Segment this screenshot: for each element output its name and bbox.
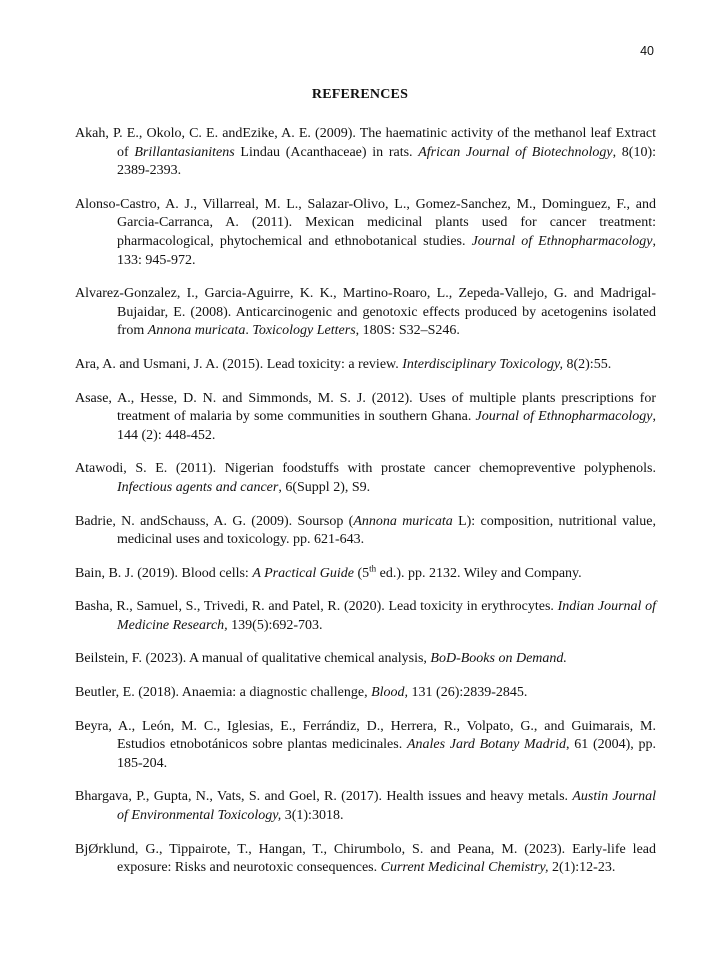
reference-bjorklund-2023: BjØrklund, G., Tippairote, T., Hangan, T., Chirumbolo, S. and Peana, M. (2023). Early-life lead exposure: Risks and neurotoxic consequences. Current Medicinal Chemistry, 2(1):12-23. (75, 841, 656, 876)
reference-badrie-2009: Badrie, N. andSchauss, A. G. (2009). Soursop (Annona muricata L): composition, nutritional value, medicinal uses and toxicology. pp. 621-643. (75, 513, 657, 548)
reference-beilstein-2023: Beilstein, F. (2023). A manual of qualitative chemical analysis, BoD-Books on Demand. (75, 651, 567, 667)
reference-bhargava-2017: Bhargava, P., Gupta, N., Vats, S. and Goel, R. (2017). Health issues and heavy metals. Austin Journal of Environmental Toxicology, 3(1):3018. (75, 789, 656, 824)
reference-alvarez-gonzalez-2008: Alvarez-Gonzalez, I., Garcia-Aguirre, K. K., Martino-Roaro, L., Zepeda-Vallejo, G. and Madrigal-Bujaidar, E. (2008). Anticarcinogenic and genotoxic effects produced by acetogenins isolated from Annona muricata. Toxicology Letters, 180S: S32–S246. (75, 286, 656, 339)
reference-atawodi-2011: Atawodi, S. E. (2011). Nigerian foodstuffs with prostate cancer chemopreventive polyphenols. Infectious agents and cancer, 6(Suppl 2), S9. (75, 461, 656, 495)
reference-akah-2009: Akah, P. E., Okolo, C. E. andEzike, A. E. (2009). The haematinic activity of the methanol leaf Extract of Brillantasianitens Lindau (Acanthaceae) in rats. African Journal of Biotechnology, 8(10): 2389-2393. (75, 126, 656, 179)
reference-list (75, 125, 656, 893)
reference-beutler-2018: Beutler, E. (2018). Anaemia: a diagnostic challenge, Blood, 131 (26):2839-2845. (75, 685, 528, 701)
page-number: 40 (640, 44, 654, 58)
reference-ara-2015: Ara, A. and Usmani, J. A. (2015). Lead toxicity: a review. Interdisciplinary Toxicology, 8(2):55. (75, 356, 612, 372)
reference-alonso-castro-2011: Alonso-Castro, A. J., Villarreal, M. L., Salazar-Olivo, L., Gomez-Sanchez, M., Dominguez, F., and Garcia-Carranca, A. (2011). Mexican medicinal plants used for cancer treatment: pharmacological, phytochemical and ethnobotanical studies. Journal of Ethnopharmacology, 133: 945-972. (75, 196, 656, 268)
reference-bain-2019: Bain, B. J. (2019). Blood cells: A Practical Guide (5th ed.). pp. 2132. Wiley and Company. (75, 563, 582, 581)
reference-basha-2020: Basha, R., Samuel, S., Trivedi, R. and Patel, R. (2020). Lead toxicity in erythrocytes. Indian Journal of Medicine Research, 139(5):692-703. (75, 599, 656, 633)
page-title: REFERENCES (311, 87, 409, 102)
reference-beyra-2004: Beyra, A., León, M. C., Iglesias, E., Ferrándiz, D., Herrera, R., Volpato, G., and Guimarais, M. Estudios etnobotánicos sobre plantas medicinales. Anales Jard Botany Madrid, 61 (2004), pp. 185-204. (75, 718, 657, 771)
reference-asase-2012: Asase, A., Hesse, D. N. and Simmonds, M. S. J. (2012). Uses of multiple plants prescriptions for treatment of malaria by some communities in southern Ghana. Journal of Ethnopharmacology, 144 (2): 448-452. (75, 390, 656, 443)
